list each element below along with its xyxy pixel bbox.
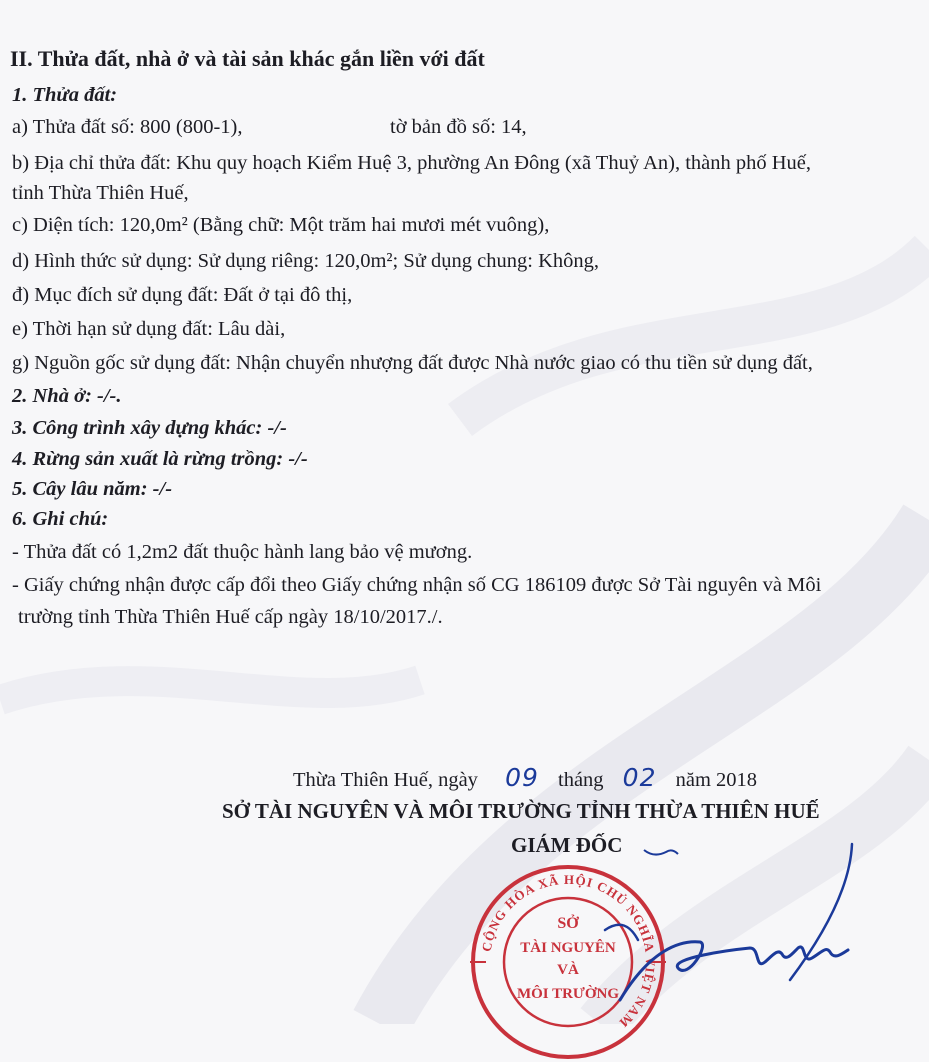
handwritten-signature xyxy=(560,830,929,1024)
date-day-handwritten: 09 xyxy=(505,763,539,792)
note-item-2-line1: - Giấy chứng nhận được cấp đổi theo Giấy chứng nhận số CG 186109 được Sở Tài nguyên và Môi xyxy=(12,574,822,596)
date-month-label: tháng xyxy=(558,769,604,791)
house-heading: 2. Nhà ở: -/-. xyxy=(12,385,122,407)
forest-heading: 4. Rừng sản xuất là rừng trồng: -/- xyxy=(12,448,308,470)
land-term: e) Thời hạn sử dụng đất: Lâu dài, xyxy=(12,318,286,340)
land-address-line2: tỉnh Thừa Thiên Huế, xyxy=(12,182,189,204)
note-item-1: - Thửa đất có 1,2m2 đất thuộc hành lang bảo vệ mương. xyxy=(12,541,473,563)
other-works-heading: 3. Công trình xây dựng khác: -/- xyxy=(12,417,287,439)
date-place-prefix: Thừa Thiên Huế, ngày xyxy=(293,769,478,791)
land-area: c) Diện tích: 120,0m² (Bằng chữ: Một trăm hai mươi mét vuông), xyxy=(12,214,550,236)
issuer-name: SỞ TÀI NGUYÊN VÀ MÔI TRƯỜNG TỈNH THỪA THIÊN HUẾ xyxy=(222,799,820,823)
seal-line-2: TÀI NGUYÊN xyxy=(520,940,616,956)
date-year: năm 2018 xyxy=(675,769,758,791)
land-origin: g) Nguồn gốc sử dụng đất: Nhận chuyển nhượng đất được Nhà nước giao có thu tiền sử dụng đất, xyxy=(12,352,813,374)
land-usage-form: d) Hình thức sử dụng: Sử dụng riêng: 120,0m²; Sử dụng chung: Không, xyxy=(12,250,599,272)
notes-heading: 6. Ghi chú: xyxy=(12,508,109,530)
seal-line-3: VÀ xyxy=(557,962,579,978)
seal-ring-text: CỘNG HÒA XÃ HỘI CHỦ NGHĨA VIỆT NAM xyxy=(478,871,659,1031)
perennial-heading: 5. Cây lâu năm: -/- xyxy=(12,478,173,500)
seal-line-4: MÔI TRƯỜNG xyxy=(516,986,620,1002)
seal-line-1: SỞ xyxy=(557,915,579,932)
note-item-2-line2: trường tỉnh Thừa Thiên Huế cấp ngày 18/10/2017./. xyxy=(18,606,443,628)
signer-title: GIÁM ĐỐC xyxy=(511,833,623,857)
land-heading: 1. Thửa đất: xyxy=(12,84,118,106)
date-line xyxy=(293,765,757,793)
section-title: II. Thửa đất, nhà ở và tài sản khác gắn liền với đất xyxy=(10,46,485,71)
land-map-sheet: tờ bản đồ số: 14, xyxy=(390,116,527,138)
land-purpose: đ) Mục đích sử dụng đất: Đất ở tại đô thị, xyxy=(12,284,353,306)
land-parcel-number: a) Thửa đất số: 800 (800-1), xyxy=(12,116,243,138)
land-address-line1: b) Địa chỉ thửa đất: Khu quy hoạch Kiểm Huệ 3, phường An Đông (xã Thuỷ An), thành phố Huế, xyxy=(12,152,812,174)
date-month-handwritten: 02 xyxy=(622,763,657,792)
